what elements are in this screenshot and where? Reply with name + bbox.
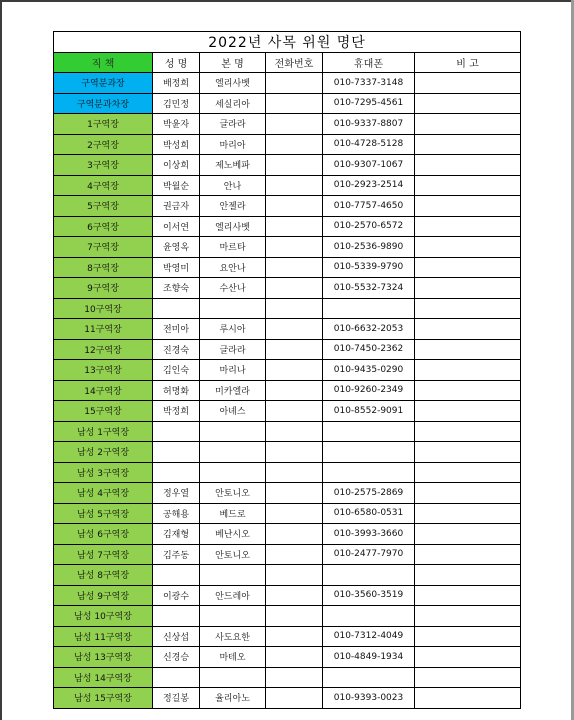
roster-table: [53, 31, 521, 709]
cell-phone[interactable]: [266, 483, 323, 504]
cell-note[interactable]: [415, 483, 521, 504]
cell-role[interactable]: 3구역장: [54, 155, 153, 176]
cell-baptismal-name[interactable]: 수산나: [200, 278, 266, 299]
cell-note[interactable]: [415, 401, 521, 422]
cell-mobile[interactable]: [323, 667, 415, 688]
table-row: [54, 319, 521, 340]
cell-role[interactable]: 남성 8구역장: [54, 565, 153, 586]
cell-note[interactable]: [415, 134, 521, 155]
table-row: [54, 73, 521, 94]
cell-role[interactable]: 남성 14구역장: [54, 667, 153, 688]
cell-note[interactable]: [415, 319, 521, 340]
cell-note[interactable]: [415, 503, 521, 524]
cell-note[interactable]: [415, 647, 521, 668]
cell-name[interactable]: 이서연: [153, 216, 200, 237]
cell-note[interactable]: [415, 73, 521, 94]
cell-mobile[interactable]: 010-6580-0531: [323, 503, 415, 524]
cell-mobile[interactable]: 010-3560-3519: [323, 585, 415, 606]
cell-phone[interactable]: [266, 278, 323, 299]
cell-baptismal-name[interactable]: 글라라: [200, 339, 266, 360]
cell-baptismal-name[interactable]: 엘리사벳: [200, 73, 266, 94]
cell-role[interactable]: 11구역장: [54, 319, 153, 340]
header-row: [54, 53, 521, 73]
table-row: [54, 421, 521, 442]
cell-note[interactable]: [415, 196, 521, 217]
cell-phone[interactable]: [266, 175, 323, 196]
cell-note[interactable]: [415, 667, 521, 688]
table-row: [54, 175, 521, 196]
cell-name[interactable]: 박성희: [153, 134, 200, 155]
cell-phone[interactable]: [266, 544, 323, 565]
table-row: [54, 278, 521, 299]
table-row: [54, 462, 521, 483]
cell-name[interactable]: [153, 298, 200, 319]
cell-name[interactable]: 공해용: [153, 503, 200, 524]
cell-name[interactable]: [153, 606, 200, 627]
cell-baptismal-name[interactable]: 글라라: [200, 114, 266, 135]
cell-baptismal-name[interactable]: 안나: [200, 175, 266, 196]
cell-name[interactable]: 배정희: [153, 73, 200, 94]
cell-note[interactable]: [415, 175, 521, 196]
cell-role[interactable]: 남성 15구역장: [54, 688, 153, 709]
cell-name[interactable]: 박정희: [153, 401, 200, 422]
cell-mobile[interactable]: 010-7337-3148: [323, 73, 415, 94]
cell-role[interactable]: 남성 10구역장: [54, 606, 153, 627]
cell-role[interactable]: 남성 13구역장: [54, 647, 153, 668]
cell-name[interactable]: [153, 667, 200, 688]
cell-baptismal-name[interactable]: 안드레아: [200, 585, 266, 606]
cell-mobile[interactable]: [323, 421, 415, 442]
cell-phone[interactable]: [266, 196, 323, 217]
cell-role[interactable]: 남성 1구역장: [54, 421, 153, 442]
table-row: [54, 339, 521, 360]
window-left-edge: [0, 0, 2, 720]
cell-note[interactable]: [415, 237, 521, 258]
cell-mobile[interactable]: 010-9307-1067: [323, 155, 415, 176]
cell-phone[interactable]: [266, 524, 323, 545]
table-row: [54, 298, 521, 319]
cell-note[interactable]: [415, 278, 521, 299]
table-row: [54, 380, 521, 401]
cell-mobile[interactable]: 010-4728-5128: [323, 134, 415, 155]
cell-role[interactable]: 남성 3구역장: [54, 462, 153, 483]
cell-mobile[interactable]: [323, 606, 415, 627]
cell-phone[interactable]: [266, 647, 323, 668]
cell-mobile[interactable]: [323, 462, 415, 483]
cell-mobile[interactable]: 010-8552-9091: [323, 401, 415, 422]
cell-note[interactable]: [415, 565, 521, 586]
cell-name[interactable]: 이광수: [153, 585, 200, 606]
header-baptismal-name: 본 명: [200, 53, 266, 73]
cell-mobile[interactable]: [323, 565, 415, 586]
window-top-edge: [0, 0, 574, 2]
cell-name[interactable]: [153, 462, 200, 483]
cell-baptismal-name[interactable]: 마리아: [200, 134, 266, 155]
cell-mobile[interactable]: 010-2923-2514: [323, 175, 415, 196]
cell-phone[interactable]: [266, 237, 323, 258]
cell-note[interactable]: [415, 216, 521, 237]
cell-phone[interactable]: [266, 421, 323, 442]
cell-name[interactable]: [153, 421, 200, 442]
cell-phone[interactable]: [266, 667, 323, 688]
table-row: [54, 401, 521, 422]
cell-phone[interactable]: [266, 155, 323, 176]
table-row: [54, 503, 521, 524]
header-note: 비 고: [415, 53, 521, 73]
cell-role[interactable]: 15구역장: [54, 401, 153, 422]
cell-baptismal-name[interactable]: 안토니오: [200, 544, 266, 565]
cell-baptismal-name[interactable]: 마리나: [200, 360, 266, 381]
cell-name[interactable]: 허명화: [153, 380, 200, 401]
cell-mobile[interactable]: 010-5339-9790: [323, 257, 415, 278]
table-row: [54, 585, 521, 606]
cell-role[interactable]: 14구역장: [54, 380, 153, 401]
cell-phone[interactable]: [266, 585, 323, 606]
table-row: [54, 155, 521, 176]
cell-role[interactable]: 12구역장: [54, 339, 153, 360]
table-row: [54, 524, 521, 545]
cell-phone[interactable]: [266, 380, 323, 401]
cell-baptismal-name[interactable]: 사도요한: [200, 626, 266, 647]
cell-name[interactable]: 김주동: [153, 544, 200, 565]
cell-phone[interactable]: [266, 257, 323, 278]
cell-role[interactable]: 1구역장: [54, 114, 153, 135]
cell-note[interactable]: [415, 380, 521, 401]
cell-name[interactable]: 이상희: [153, 155, 200, 176]
cell-baptismal-name[interactable]: [200, 462, 266, 483]
cell-note[interactable]: [415, 442, 521, 463]
cell-phone[interactable]: [266, 565, 323, 586]
cell-note[interactable]: [415, 421, 521, 442]
cell-role[interactable]: 남성 6구역장: [54, 524, 153, 545]
cell-mobile[interactable]: 010-2575-2869: [323, 483, 415, 504]
cell-baptismal-name[interactable]: 세실리아: [200, 93, 266, 114]
cell-role[interactable]: 남성 7구역장: [54, 544, 153, 565]
cell-baptismal-name[interactable]: [200, 442, 266, 463]
cell-note[interactable]: [415, 524, 521, 545]
cell-name[interactable]: 박윤자: [153, 114, 200, 135]
cell-name[interactable]: 정우열: [153, 483, 200, 504]
cell-role[interactable]: 6구역장: [54, 216, 153, 237]
cell-role[interactable]: 남성 4구역장: [54, 483, 153, 504]
table-row: [54, 134, 521, 155]
cell-role[interactable]: 구역분과장: [54, 73, 153, 94]
cell-role[interactable]: 4구역장: [54, 175, 153, 196]
cell-note[interactable]: [415, 339, 521, 360]
table-row: [54, 483, 521, 504]
cell-baptismal-name[interactable]: 요안나: [200, 257, 266, 278]
cell-role[interactable]: 2구역장: [54, 134, 153, 155]
cell-phone[interactable]: [266, 319, 323, 340]
cell-phone[interactable]: [266, 73, 323, 94]
cell-mobile[interactable]: 010-3993-3660: [323, 524, 415, 545]
page-title: 2022년 사목 위원 명단: [54, 32, 521, 53]
table-row: [54, 216, 521, 237]
cell-role[interactable]: 남성 2구역장: [54, 442, 153, 463]
cell-baptismal-name[interactable]: 베난시오: [200, 524, 266, 545]
cell-phone[interactable]: [266, 442, 323, 463]
table-row: [54, 114, 521, 135]
cell-name[interactable]: 김인숙: [153, 360, 200, 381]
cell-note[interactable]: [415, 626, 521, 647]
cell-baptismal-name[interactable]: [200, 667, 266, 688]
header-name: 성 명: [153, 53, 200, 73]
cell-role[interactable]: 남성 5구역장: [54, 503, 153, 524]
cell-note[interactable]: [415, 585, 521, 606]
cell-phone[interactable]: [266, 360, 323, 381]
cell-mobile[interactable]: [323, 298, 415, 319]
cell-role[interactable]: 10구역장: [54, 298, 153, 319]
cell-note[interactable]: [415, 360, 521, 381]
cell-note[interactable]: [415, 544, 521, 565]
cell-mobile[interactable]: 010-9337-8807: [323, 114, 415, 135]
cell-baptismal-name[interactable]: [200, 421, 266, 442]
table-row: [54, 360, 521, 381]
cell-phone[interactable]: [266, 216, 323, 237]
cell-baptismal-name[interactable]: 미카엘라: [200, 380, 266, 401]
roster-sheet: [53, 31, 520, 709]
cell-name[interactable]: [153, 565, 200, 586]
cell-baptismal-name[interactable]: [200, 565, 266, 586]
cell-name[interactable]: 신상섭: [153, 626, 200, 647]
cell-mobile[interactable]: 010-2570-6572: [323, 216, 415, 237]
cell-mobile[interactable]: 010-4849-1934: [323, 647, 415, 668]
cell-mobile[interactable]: 010-2477-7970: [323, 544, 415, 565]
cell-baptismal-name[interactable]: 안젤라: [200, 196, 266, 217]
cell-role[interactable]: 8구역장: [54, 257, 153, 278]
cell-phone[interactable]: [266, 93, 323, 114]
cell-name[interactable]: 박영미: [153, 257, 200, 278]
table-row: [54, 442, 521, 463]
cell-note[interactable]: [415, 298, 521, 319]
table-row: [54, 647, 521, 668]
cell-role[interactable]: 9구역장: [54, 278, 153, 299]
cell-name[interactable]: 정길봉: [153, 688, 200, 709]
cell-name[interactable]: [153, 442, 200, 463]
cell-note[interactable]: [415, 688, 521, 709]
cell-role[interactable]: 13구역장: [54, 360, 153, 381]
cell-phone[interactable]: [266, 401, 323, 422]
cell-mobile[interactable]: 010-7757-4650: [323, 196, 415, 217]
cell-mobile[interactable]: 010-7312-4049: [323, 626, 415, 647]
cell-mobile[interactable]: 010-9393-0023: [323, 688, 415, 709]
table-row: [54, 257, 521, 278]
cell-note[interactable]: [415, 257, 521, 278]
cell-name[interactable]: 김재형: [153, 524, 200, 545]
cell-note[interactable]: [415, 155, 521, 176]
cell-role[interactable]: 남성 9구역장: [54, 585, 153, 606]
cell-phone[interactable]: [266, 298, 323, 319]
cell-baptismal-name[interactable]: 엘리사벳: [200, 216, 266, 237]
cell-baptismal-name[interactable]: 제노베파: [200, 155, 266, 176]
header-mobile: 휴대폰: [323, 53, 415, 73]
cell-name[interactable]: 전미아: [153, 319, 200, 340]
cell-baptismal-name[interactable]: 마르타: [200, 237, 266, 258]
cell-baptismal-name[interactable]: 안토니오: [200, 483, 266, 504]
table-row: [54, 565, 521, 586]
cell-mobile[interactable]: 010-7450-2362: [323, 339, 415, 360]
cell-name[interactable]: 박월순: [153, 175, 200, 196]
table-row: [54, 688, 521, 709]
cell-phone[interactable]: [266, 339, 323, 360]
table-row: [54, 196, 521, 217]
header-role: 직 책: [54, 53, 153, 73]
cell-mobile[interactable]: 010-5532-7324: [323, 278, 415, 299]
cell-name[interactable]: 신경승: [153, 647, 200, 668]
cell-phone[interactable]: [266, 114, 323, 135]
cell-name[interactable]: 김민정: [153, 93, 200, 114]
cell-role[interactable]: 구역분과차장: [54, 93, 153, 114]
cell-mobile[interactable]: 010-9435-0290: [323, 360, 415, 381]
cell-note[interactable]: [415, 606, 521, 627]
cell-phone[interactable]: [266, 626, 323, 647]
cell-name[interactable]: 조향숙: [153, 278, 200, 299]
cell-baptismal-name[interactable]: 율리아노: [200, 688, 266, 709]
table-row: [54, 626, 521, 647]
table-row: [54, 544, 521, 565]
cell-role[interactable]: 7구역장: [54, 237, 153, 258]
cell-baptismal-name[interactable]: 루시아: [200, 319, 266, 340]
cell-name[interactable]: 진경숙: [153, 339, 200, 360]
cell-mobile[interactable]: [323, 442, 415, 463]
cell-mobile[interactable]: 010-6632-2053: [323, 319, 415, 340]
header-phone: 전화번호: [266, 53, 323, 73]
cell-phone[interactable]: [266, 606, 323, 627]
cell-note[interactable]: [415, 462, 521, 483]
cell-name[interactable]: 윤영옥: [153, 237, 200, 258]
table-row: [54, 93, 521, 114]
cell-name[interactable]: 권금자: [153, 196, 200, 217]
cell-baptismal-name[interactable]: [200, 606, 266, 627]
cell-baptismal-name[interactable]: 아녜스: [200, 401, 266, 422]
cell-baptismal-name[interactable]: 베드로: [200, 503, 266, 524]
cell-phone[interactable]: [266, 134, 323, 155]
cell-note[interactable]: [415, 93, 521, 114]
cell-mobile[interactable]: 010-9260-2349: [323, 380, 415, 401]
cell-baptismal-name[interactable]: 마테오: [200, 647, 266, 668]
cell-baptismal-name[interactable]: [200, 298, 266, 319]
cell-mobile[interactable]: 010-2536-9890: [323, 237, 415, 258]
table-row: [54, 237, 521, 258]
cell-role[interactable]: 남성 11구역장: [54, 626, 153, 647]
cell-role[interactable]: 5구역장: [54, 196, 153, 217]
cell-phone[interactable]: [266, 462, 323, 483]
table-row: [54, 667, 521, 688]
cell-phone[interactable]: [266, 688, 323, 709]
cell-phone[interactable]: [266, 503, 323, 524]
cell-note[interactable]: [415, 114, 521, 135]
table-row: [54, 606, 521, 627]
cell-mobile[interactable]: 010-7295-4561: [323, 93, 415, 114]
